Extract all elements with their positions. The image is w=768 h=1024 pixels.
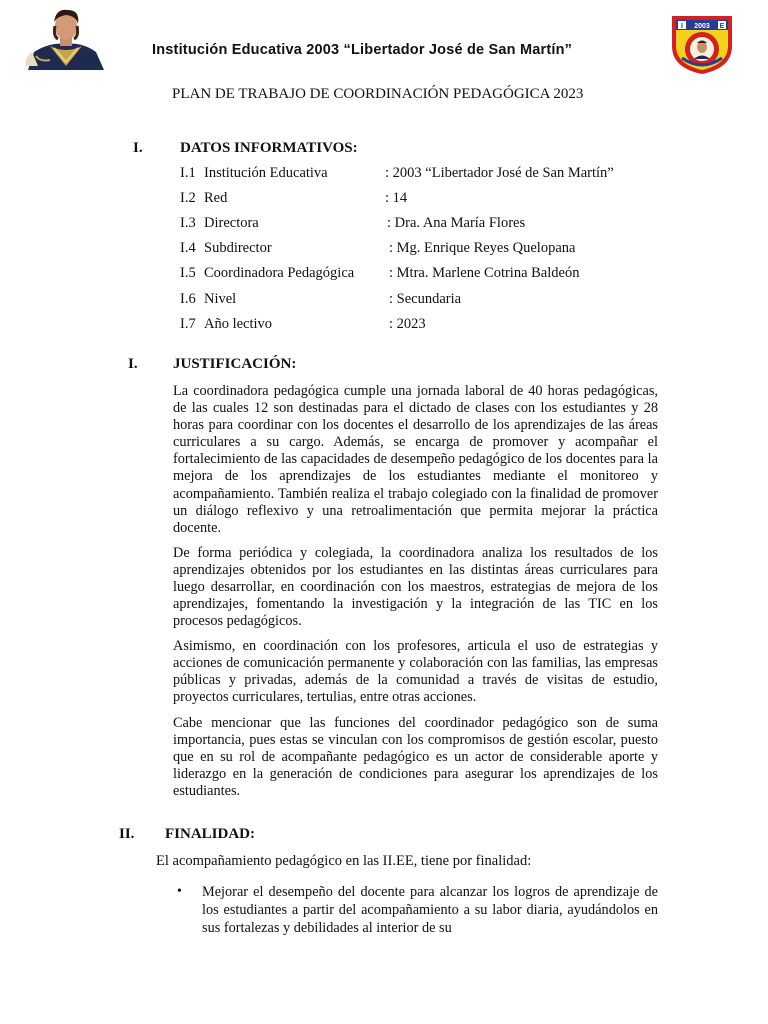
info-value: : Mtra. Marlene Cotrina Baldeón xyxy=(389,265,580,281)
info-key: I.4 xyxy=(180,240,196,256)
info-label: Directora xyxy=(204,215,259,231)
info-value: : Secundaria xyxy=(389,291,462,307)
document-title: PLAN DE TRABAJO DE COORDINACIÓN PEDAGÓGICA 2023 xyxy=(172,86,584,102)
finalidad-intro: El acompañamiento pedagógico en las II.EE, tiene por finalidad: xyxy=(156,853,532,869)
info-label: Año lectivo xyxy=(204,316,273,332)
info-value: : Mg. Enrique Reyes Quelopana xyxy=(389,240,576,256)
paragraph: La coordinadora pedagógica cumple una jornada laboral de 40 horas pedagógicas, de las cuales 12 son destinadas para el dictado de clases con los estudiantes y 28 horas para coordinar con los docentes el desarrollo de los aprendizajes de las áreas curriculares a su cargo. Además, se encarga de promover y acompañar el fortalecimiento de las capacidades de desempeño pedagógico de los docentes para la mejora de los aprendizajes de los estudiantes mediante el monitoreo y acompañamiento. También realiza el trabajo colegiado con la finalidad de promover un diálogo reflexivo y una retroalimentación que permita mejorar la práctica docente. xyxy=(173,383,658,536)
section-number: I. xyxy=(128,356,138,372)
section-title-finalidad: FINALIDAD: xyxy=(165,826,255,842)
info-value: : 2003 “Libertador José de San Martín” xyxy=(385,165,614,181)
info-label: Coordinadora Pedagógica xyxy=(204,265,355,281)
info-key: I.5 xyxy=(180,265,196,281)
paragraph: Asimismo, en coordinación con los profesores, articula el uso de estrategias y acciones de comunicación permanente y colaboración con las familias, las empresas públicas y privadas, además de la comunidad a través de visitas de estudio, proyectos curriculares, tertulias, entre otras acciones. xyxy=(173,638,658,706)
info-key: I.1 xyxy=(180,165,196,181)
list-item: Mejorar el desempeño del docente para alcanzar los logros de aprendizaje de los estudiantes a partir del acompañamiento a su labor diaria, ayudándolos en sus fortalezas y debilidades al interior de su xyxy=(202,884,658,936)
section-title-justificacion: JUSTIFICACIÓN: xyxy=(173,356,297,372)
crest-number: 2003 xyxy=(694,23,710,30)
info-label: Nivel xyxy=(204,291,237,307)
info-key: I.6 xyxy=(180,291,196,307)
section-title-datos: DATOS INFORMATIVOS: xyxy=(180,140,358,156)
info-value: : Dra. Ana María Flores xyxy=(387,215,526,231)
info-value: : 2023 xyxy=(389,316,426,332)
info-label: Subdirector xyxy=(204,240,272,256)
section-number: I. xyxy=(133,140,143,156)
portrait-image xyxy=(20,6,112,70)
school-crest xyxy=(668,12,736,76)
info-key: I.7 xyxy=(180,316,196,332)
bullet-icon: • xyxy=(177,884,182,899)
info-key: I.3 xyxy=(180,215,196,231)
info-key: I.2 xyxy=(180,190,196,206)
institution-header: Institución Educativa 2003 “Libertador José de San Martín” xyxy=(152,42,573,58)
crest-left-letter: I xyxy=(681,23,683,30)
paragraph: De forma periódica y colegiada, la coordinadora analiza los resultados de los aprendizajes obtenidos por los estudiantes en las distintas áreas curriculares para luego desarrollar, en coordinación con los maestros, estrategias de mejora de los aprendizajes, fomentando la investigación y la integración de las TIC en los procesos pedagógicos. xyxy=(173,545,658,630)
info-label: Red xyxy=(204,190,228,206)
info-value: : 14 xyxy=(385,190,408,206)
section-number: II. xyxy=(119,826,135,842)
paragraph: Cabe mencionar que las funciones del coordinador pedagógico son de suma importancia, pues estas se vinculan con los compromisos de gestión escolar, puesto que en su rol de acompañante pedagógico es un actor de considerable aporte y liderazgo en la generación de condiciones para asegurar los aprendizajes de los estudiantes. xyxy=(173,715,658,800)
info-label: Institución Educativa xyxy=(204,165,328,181)
crest-right-letter: E xyxy=(719,23,725,30)
